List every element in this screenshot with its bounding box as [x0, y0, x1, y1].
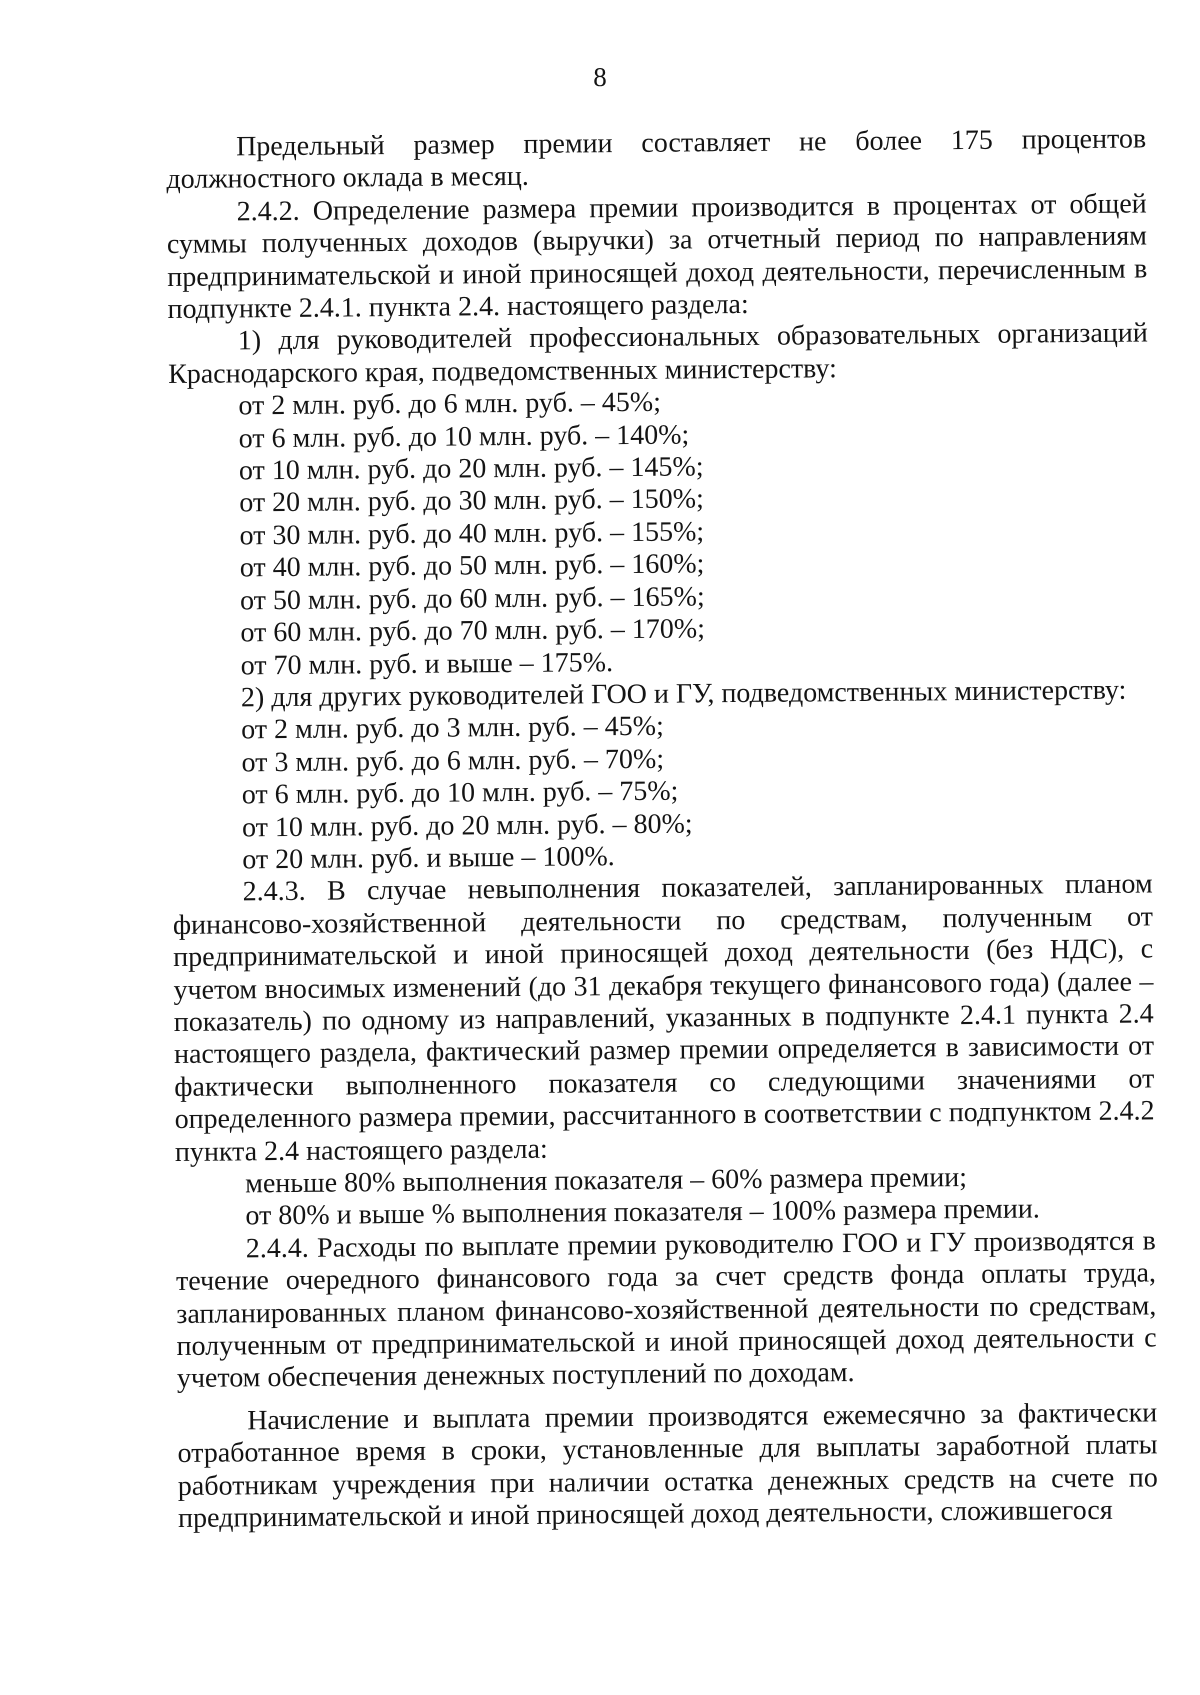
paragraph-payment-schedule: Начисление и выплата премии производятся ежемесячно за фактически отработанное время в сроки, установленные для выплаты заработной платы работникам учреждения при наличии остатка денежных средств на счете по предпринимательской и иной приносящей доход деятельности, сложившегося: [177, 1397, 1158, 1535]
list-item: от 60 млн. руб. до 70 млн. руб. – 170%;: [240, 613, 706, 649]
paragraph-max-bonus: Предельный размер премии составляет не более 175 процентов должностного оклада в месяц.: [166, 123, 1147, 196]
list-item: от 2 млн. руб. до 6 млн. руб. – 45%;: [238, 386, 662, 422]
paragraph-other-heads: 2) для других руководителей ГОО и ГУ, подведомственных министерству:: [240, 674, 1127, 714]
list-item: от 3 млн. руб. до 6 млн. руб. – 70%;: [241, 743, 665, 779]
list-item: от 6 млн. руб. до 10 млн. руб. – 140%;: [238, 419, 690, 455]
list-item: меньше 80% выполнения показателя – 60% размера премии;: [245, 1162, 968, 1200]
list-item: от 2 млн. руб. до 3 млн. руб. – 45%;: [241, 710, 664, 746]
list-item: от 80% и выше % выполнения показателя – 100% размера премии.: [245, 1193, 1040, 1232]
list-item: от 70 млн. руб. и выше – 175%.: [240, 646, 614, 681]
list-item: от 40 млн. руб. до 50 млн. руб. – 160%;: [239, 548, 705, 584]
performance-scale-list: [175, 1160, 1156, 1233]
list-item: от 10 млн. руб. до 20 млн. руб. – 145%;: [238, 451, 704, 487]
paragraph-2-4-3: 2.4.3. В случае невыполнения показателей, запланированных планом финансово-хозяйственной деятельности по средствам, полученным от предпринимательской и иной приносящей доход деятельности (без НДС), с учетом вносимых изменений (до 31 декабря текущего финансового года) (далее – показатель) по одному из направлений, указанных в подпункте 2.4.1 пункта 2.4 настоящего раздела, фактический размер премии определяется в зависимости от фактически выполненного показателя со следующими значениями от определенного размера премии, рассчитанного в соответствии с подпунктом 2.4.2 пункта 2.4 настоящего раздела:: [172, 868, 1155, 1168]
bonus-scale-list-1: [168, 383, 1151, 683]
list-item: от 50 млн. руб. до 60 млн. руб. – 165%;: [239, 581, 705, 617]
paragraph-professional-orgs: 1) для руководителей профессиональных образовательных организаций Краснодарского края, подведомственных министерству:: [167, 317, 1148, 390]
list-item: от 20 млн. руб. до 30 млн. руб. – 150%;: [239, 483, 704, 519]
list-item: от 30 млн. руб. до 40 млн. руб. – 155%;: [239, 516, 705, 552]
paragraph-2-4-2: 2.4.2. Определение размера премии производится в процентах от общей суммы полученных доходов (выручки) за отчетный период по направлениям предпринимательской и иной приносящей доход деятельности, перечисленным в подпункте 2.4.1. пункта 2.4. настоящего раздела:: [166, 188, 1148, 326]
paragraph-2-4-4: 2.4.4. Расходы по выплате премии руководителю ГОО и ГУ производятся в течение очередного финансового года за счет средств фонда оплаты труда, запланированных планом финансово-хозяйственной деятельности по средствам, полученным от предпринимательской и иной приносящей доход деятельности с учетом обеспечения денежных поступлений по доходам.: [175, 1225, 1157, 1395]
page-number: 8: [593, 62, 607, 92]
document-body: [166, 123, 1158, 1535]
list-item: от 10 млн. руб. до 20 млн. руб. – 80%;: [241, 807, 693, 843]
bonus-scale-list-2: [171, 707, 1152, 878]
list-item: от 6 млн. руб. до 10 млн. руб. – 75%;: [241, 775, 679, 811]
list-item: от 20 млн. руб. и выше – 100%.: [242, 841, 615, 876]
